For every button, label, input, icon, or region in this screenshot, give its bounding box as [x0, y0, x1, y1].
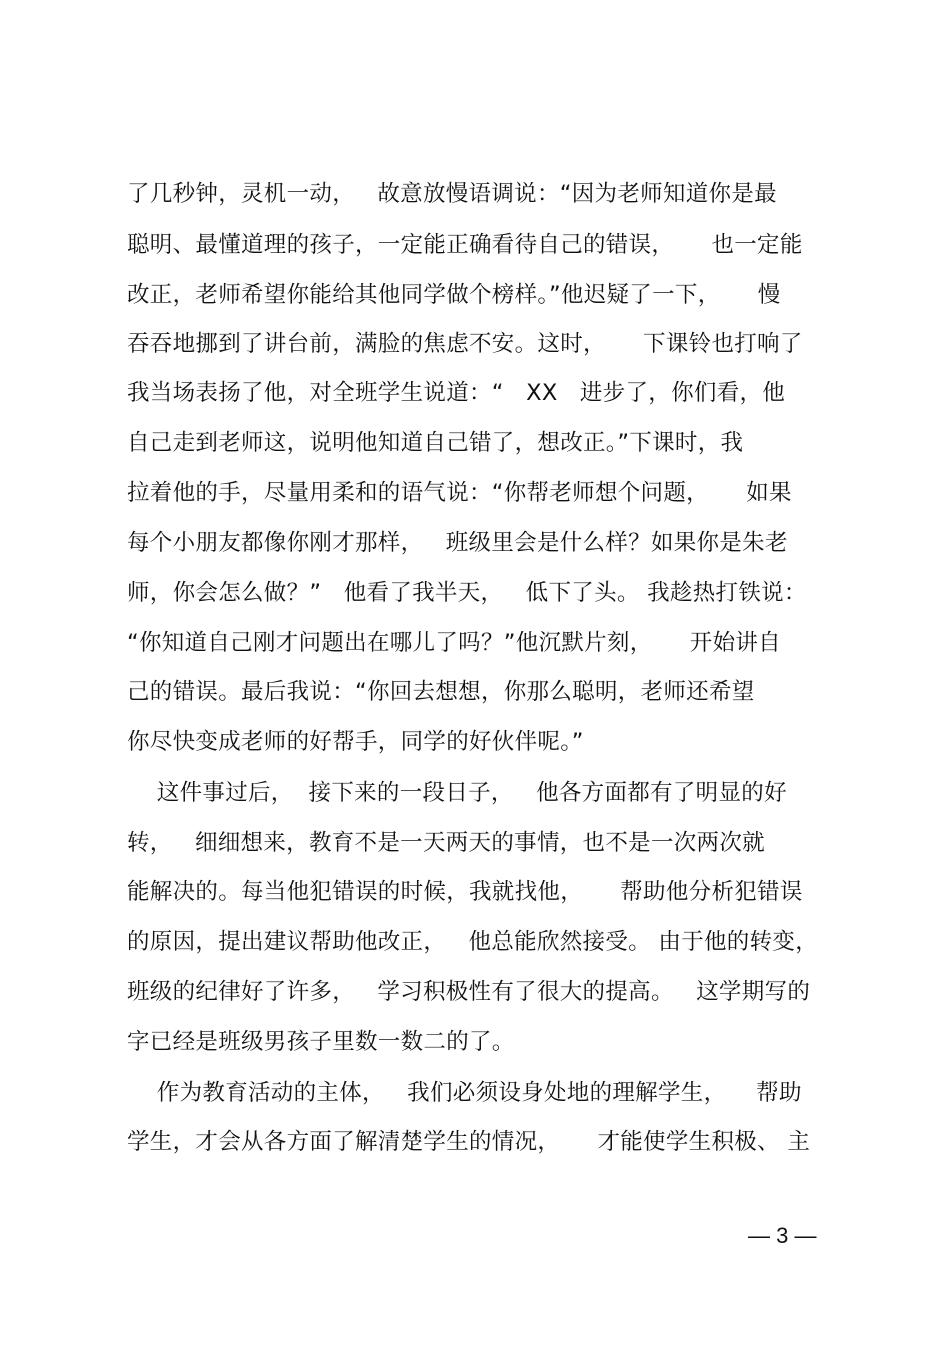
text-line: 己的错误。最后我说：“你回去想想，你那么聪明，老师还希望: [127, 679, 755, 705]
text-line: 我当场表扬了他，对全班学生说道：“ XX 进步了，你们看，他: [127, 380, 786, 406]
text-line: 这件事过后， 接下来的一段日子， 他各方面都有了明显的好: [127, 780, 787, 806]
text-line: 班级的纪律好了许多， 学习积极性有了很大的提高。 这学期写的: [127, 979, 811, 1005]
text-line: 学生，才会从各方面了解清楚学生的情况， 才能使学生积极、 主: [127, 1129, 811, 1155]
text-line: 了几秒钟，灵机一动， 故意放慢语调说：“因为老师知道你是最: [127, 181, 777, 207]
text-line: 的原因，提出建议帮助他改正， 他总能欣然接受。 由于他的转变，: [127, 929, 819, 955]
text-line: 每个小朋友都像你刚才那样， 班级里会是什么样？如果你是朱老: [127, 530, 788, 556]
text-line: 字已经是班级男孩子里数一数二的了。: [127, 1029, 515, 1055]
text-line: 吞吞地挪到了讲台前，满脸的焦虑不安。这时， 下课铃也打响了: [127, 331, 803, 357]
text-line: 改正，老师希望你能给其他同学做个榜样。”他迟疑了一下， 慢: [127, 282, 781, 308]
text-line: 聪明、最懂道理的孩子，一定能正确看待自己的错误， 也一定能: [127, 232, 803, 258]
text-line: 自己走到老师这，说明他知道自己错了，想改正。”下课时，我: [127, 430, 744, 456]
text-line: 能解决的。每当他犯错误的时候，我就找他， 帮助他分析犯错误: [127, 879, 803, 905]
text-line: 拉着他的手，尽量用柔和的语气说：“你帮老师想个问题， 如果: [127, 480, 792, 506]
text-line: 作为教育活动的主体， 我们必须设身处地的理解学生， 帮助: [127, 1080, 802, 1106]
page-number: — 3 —: [748, 1223, 817, 1248]
text-line: 你尽快变成老师的好帮手，同学的好伙伴呢。”: [127, 729, 584, 755]
text-line: 转， 细细想来，教育不是一天两天的事情，也不是一次两次就: [127, 830, 765, 856]
text-line: “你知道自己刚才问题出在哪儿了吗？”他沉默片刻， 开始讲自: [127, 630, 781, 656]
text-line: 师，你会怎么做？” 他看了我半天， 低下了头。 我趁热打铁说：: [127, 580, 807, 606]
